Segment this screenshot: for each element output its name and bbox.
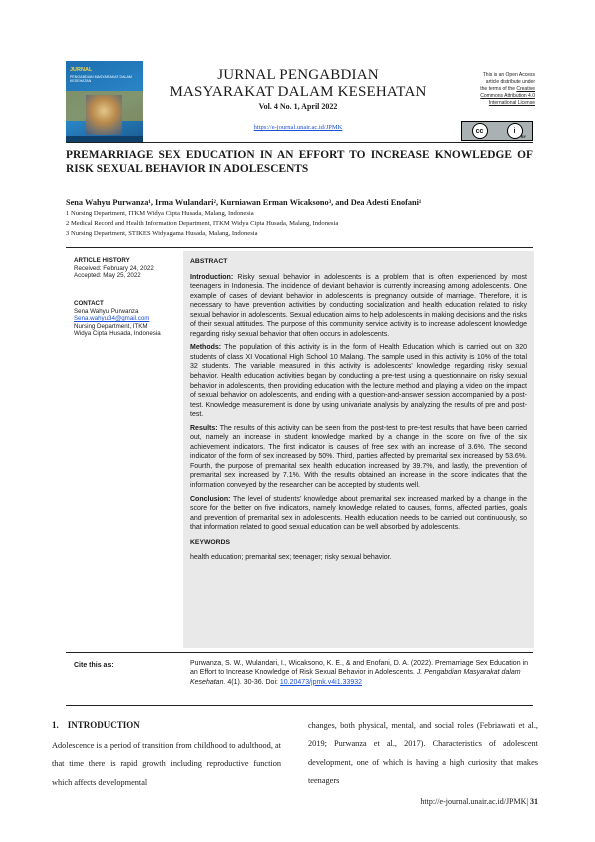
journal-cover-image: [66, 61, 143, 143]
page-footer: [300, 797, 538, 806]
oa-link-license[interactable]: International License: [488, 100, 535, 106]
contact-block: [74, 300, 182, 338]
methods-label: Methods:: [190, 344, 222, 352]
journal-volume: Vol. 4 No. 1, April 2022: [258, 102, 338, 111]
keywords-list: health education; premarital sex; teenager; risky sexual behavior.: [190, 554, 392, 562]
results-text: The results of this activity can be seen from the post-test to pre-test results that have been carried out, namely an increase in student knowledge marked by a change in the score on five of the six achievement indicators. The first indicator is causes of free sex with an increase of 3.6%. The second indicator of the form of sex increased by 50%. Third, parties affected by premarital sex increased by 53.6%. Fourth, the purpose of premarital sex health education increased by 39.7%, and lastly, the prevention of premarital sex increased by 7.1%. With the results obtained an increase in the score indicates that the information conveyed by the researcher can be accepted by students well.: [190, 424, 527, 490]
affiliation-rule: [66, 247, 533, 248]
open-access-note: [455, 72, 535, 107]
received-date: Received: February 24, 2022: [74, 264, 154, 272]
affiliation-2: 2 Medical Record and Health Information Department, ITKM Widya Cipta Husada, Malang, Indonesia: [66, 220, 339, 227]
cite-this-as-label: Cite this as:: [74, 662, 114, 669]
abstract-rule: [66, 652, 533, 653]
methods-text: The population of this activity is in the form of Health Education which is carried out on 320 students of class XI Vocational High School 10 Malang. The sample used in this activity is 10% of the total 32 students. The variable measured in this activity is adolescents' knowledge regarding risky sexual behavior. Health education activities began by conducting a pre-test using a questionnaire on risky sexual behavior in adolescents, then providing education with the lecture method and playing a video on the impact of sexual behavior on adolescents, and ending with a question-and-answer session accompanied by a post-test. Knowledge measurement is done by using univariate analysis by analyzing the results of pre and post-test.: [190, 344, 527, 419]
abstract-heading: ABSTRACT: [190, 258, 228, 265]
journal-title-line2: MASYARAKAT DALAM KESEHATAN: [169, 84, 427, 100]
attribution-icon: i: [507, 123, 523, 139]
contact-institution: Widya Cipta Husada, Indonesia: [74, 330, 161, 337]
author-list: Sena Wahyu Purwanza¹, Irma Wulandari², Kurniawan Erman Wicaksono³, and Dea Adesti Enofani¹: [66, 198, 422, 207]
keywords-heading: KEYWORDS: [190, 538, 231, 546]
citation-main: Purwanza, S. W., Wulandari, I., Wicaksono, K. E., & and Enofani, D. A. (2022). Premarriage Sex Education in an Effort to Increase Knowledge of Risk Sexual Behavior in Adolescents.: [190, 660, 528, 677]
citation-rule: [66, 705, 533, 706]
introduction-label: Introduction:: [190, 273, 234, 281]
article-history: [74, 257, 182, 280]
oa-line3-text: the terms of the: [480, 86, 515, 92]
footer-url[interactable]: http://e-journal.unair.ac.id/JPMK|: [420, 797, 528, 806]
contact-department: Nursing Department, ITKM: [74, 322, 148, 330]
doi-link[interactable]: 10.20473/jpmk.v4i1.33932: [279, 678, 363, 686]
citation-volume: 4(1). 30-36. Doi:: [225, 678, 280, 686]
introduction-text: Risky sexual behavior in adolescents is a problem that is often experienced by most teenagers in Indonesia. The incidence of deviant behavior is currently increasing among adolescents. One example of cases of deviant behavior in adolescents is pregnancy outside of marriage. Therefore, it is necessary to have prevention activities by conducting socialization and health education related to risky sexual behavior in adolescents. Sexual education aims to help adolescents in making decisions and the risks of their sexual attitudes. The purpose of this community service activity is to increase adolescent knowledge regarding risky sexual behavior that often occurs in adolescents.: [190, 273, 527, 338]
abstract-methods: [190, 343, 527, 419]
affiliation-3: 3 Nursing Department, STIKES Widyagama Husada, Malang, Indonesia: [66, 230, 258, 237]
oa-link-commons[interactable]: Commons Attribution 4.0: [480, 93, 535, 99]
intro-left-column: Adolescence is a period of transition from childhood to adulthood, at that time there is rapid growth including reproductive function which affects developmental: [52, 741, 281, 787]
abstract-box: [183, 251, 534, 648]
oa-line3: [455, 86, 535, 93]
by-label: BY: [521, 135, 526, 139]
cover-subtitle: PENGABDIAN MASYARAKAT DALAM KESEHATAN: [70, 75, 132, 84]
oa-line1: This is an Open Access: [482, 72, 535, 78]
cc-by-license-badge[interactable]: [461, 121, 533, 141]
page-number: 31: [530, 797, 538, 806]
oa-line2: article distribute under: [485, 79, 535, 85]
contact-name: Sena Wahyu Purwanza: [74, 307, 139, 315]
cover-photo: [86, 95, 122, 135]
header-rule: [66, 142, 533, 143]
citation-journal: J. Pengabdian Masyarakat dalam Kesehatan.: [190, 669, 521, 686]
journal-title-line1: JURNAL PENGABDIAN: [217, 67, 379, 83]
contact-heading: CONTACT: [74, 300, 104, 307]
abstract-results: [190, 424, 527, 491]
citation-text: [190, 659, 530, 687]
intro-right-column: changes, both physical, mental, and social roles (Febriawati et al., 2019; Purwanza et al., 2017). Characteristics of adolescent development, one of which is having a high curiosity that makes teenagers: [308, 721, 538, 785]
paper-title: PREMARRIAGE SEX EDUCATION IN AN EFFORT TO INCREASE KNOWLEDGE OF RISK SEXUAL BEHAVIOR IN ADOLESCENTS: [66, 149, 533, 175]
abstract-introduction: [190, 273, 527, 340]
article-history-heading: ARTICLE HISTORY: [74, 257, 130, 264]
cc-icon: cc: [472, 123, 488, 139]
accepted-date: Accepted: May 25, 2022: [74, 272, 141, 279]
contact-email-link[interactable]: Sena.wahyu34@gmail.com: [74, 315, 150, 322]
abstract-conclusion: [190, 495, 527, 533]
introduction-heading: 1. INTRODUCTION: [52, 720, 140, 730]
cover-title: JURNAL: [70, 67, 93, 73]
journal-url-link[interactable]: https://e-journal.unair.ac.id/JPMK: [253, 124, 343, 131]
journal-title: [148, 67, 448, 101]
conclusion-text: The level of students' knowledge about premarital sex increased marked by a change in the score for the better on five indicators, namely knowledge related to causes, forms, affected parties, goals and prevention of premarital sex in adolescents. Health education needs to be carried out continuously, so that information related to good sexual education can be well absorbed by adolescents.: [190, 495, 527, 532]
conclusion-label: Conclusion:: [190, 495, 231, 503]
affiliation-1: 1 Nursing Department, ITKM Widya Cipta Husada, Malang, Indonesia: [66, 210, 254, 217]
results-label: Results:: [190, 424, 218, 432]
oa-link-creative[interactable]: Creative: [516, 86, 535, 92]
